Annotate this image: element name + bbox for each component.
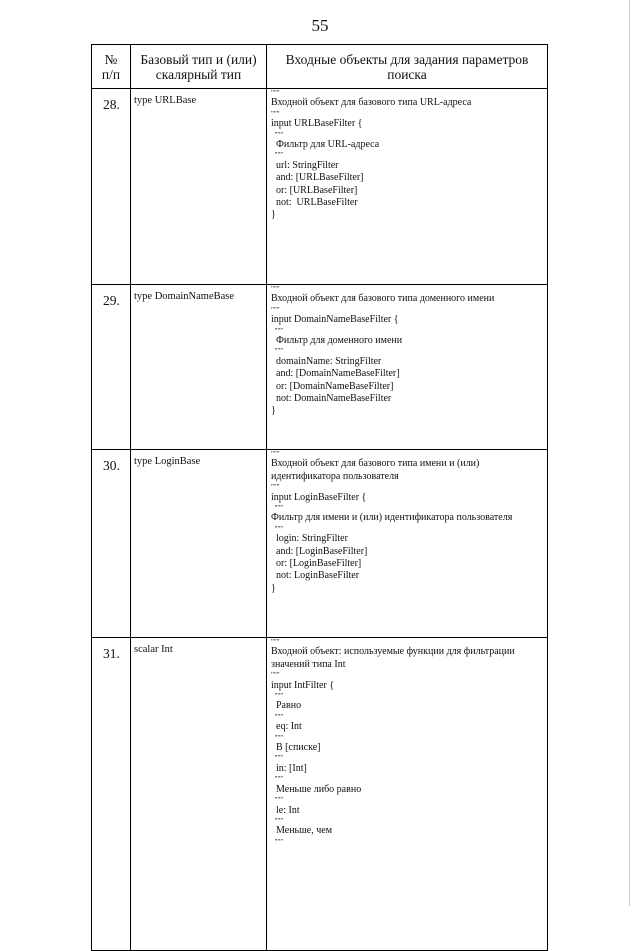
code-line: """	[271, 285, 280, 293]
code-line: eq: Int	[271, 721, 302, 733]
code-line: """	[271, 837, 284, 846]
table-row	[92, 285, 548, 450]
code-line: """	[271, 638, 280, 646]
code-line: Фильтр для доменного имени	[271, 335, 403, 347]
row-number: 31.	[92, 638, 131, 951]
code-line: """	[271, 305, 280, 314]
code-line: url: StringFilter	[271, 159, 339, 171]
code-line: or: [LoginBaseFilter]	[271, 558, 362, 570]
code-line: """	[271, 326, 284, 335]
code-line: """	[271, 775, 284, 784]
code-line: }	[271, 405, 276, 417]
row-code	[267, 285, 548, 450]
header-objects: Входные объекты для задания параметров поиска	[267, 45, 548, 89]
row-number: 30.	[92, 450, 131, 638]
code-line: """	[271, 109, 280, 118]
code-line: """	[271, 712, 284, 721]
code-line: }	[271, 209, 276, 221]
code-line: or: [DomainNameBaseFilter]	[271, 380, 394, 392]
row-type: scalar Int	[131, 638, 267, 951]
code-line: """	[271, 816, 284, 825]
code-line: """	[271, 504, 284, 513]
code-line: not: URLBaseFilter	[271, 197, 358, 209]
code-line: """	[271, 347, 284, 356]
table-row	[92, 89, 548, 285]
code-line: and: [URLBaseFilter]	[271, 172, 364, 184]
table-row	[92, 638, 548, 951]
code-line: Входной объект для базового типа имени и (или) идентификатора пользователя	[271, 458, 480, 482]
code-line: input URLBaseFilter {	[271, 118, 363, 130]
code-line: Входной объект для базового типа URL-адреса	[271, 97, 472, 109]
code-line: }	[271, 582, 276, 594]
code-line: """	[271, 671, 280, 680]
code-line: """	[271, 754, 284, 763]
code-line: not: DomainNameBaseFilter	[271, 393, 392, 405]
code-line: """	[271, 483, 280, 492]
row-type: type URLBase	[131, 89, 267, 285]
code-line: Равно	[271, 700, 302, 712]
table-row	[92, 450, 548, 638]
code-line: Входной объект для базового типа доменного имени	[271, 293, 495, 305]
header-num: № п/п	[92, 45, 131, 89]
code-line: login: StringFilter	[271, 533, 348, 545]
code-line: Меньше, чем	[271, 825, 333, 837]
row-type: type LoginBase	[131, 450, 267, 638]
code-line: domainName: StringFilter	[271, 355, 382, 367]
code-line: input DomainNameBaseFilter {	[271, 314, 399, 326]
code-line: Меньше либо равно	[271, 783, 362, 795]
code-line: """	[271, 130, 284, 139]
code-line: """	[271, 89, 280, 97]
row-code	[267, 638, 548, 951]
code-line: """	[271, 733, 284, 742]
code-line: """	[271, 151, 284, 160]
code-line: input IntFilter {	[271, 679, 335, 691]
code-line: or: [URLBaseFilter]	[271, 184, 358, 196]
code-line: """	[271, 796, 284, 805]
row-code	[267, 450, 548, 638]
header-type: Базовый тип и (или) скалярный тип	[131, 45, 267, 89]
row-type: type DomainNameBase	[131, 285, 267, 450]
code-line: input LoginBaseFilter {	[271, 491, 367, 503]
code-line: """	[271, 450, 280, 458]
code-line: В [списке]	[271, 742, 321, 754]
code-line: Фильтр для URL-адреса	[271, 139, 380, 151]
code-line: and: [DomainNameBaseFilter]	[271, 368, 400, 380]
page-number: 55	[311, 16, 329, 35]
row-number: 28.	[92, 89, 131, 285]
code-line: not: LoginBaseFilter	[271, 570, 360, 582]
code-line: le: Int	[271, 804, 300, 816]
code-line: and: [LoginBaseFilter]	[271, 545, 368, 557]
table-header-row	[92, 45, 548, 89]
code-line: Входной объект: используемые функции для фильтрации значений типа Int	[271, 646, 515, 670]
code-line: in: [Int]	[271, 762, 307, 774]
code-line: """	[271, 524, 284, 533]
row-code	[267, 89, 548, 285]
code-line: """	[271, 692, 284, 701]
types-table	[91, 44, 548, 951]
code-line: Фильтр для имени и (или) идентификатора пользователя	[271, 512, 513, 524]
row-number: 29.	[92, 285, 131, 450]
page-edge-line	[629, 0, 640, 906]
